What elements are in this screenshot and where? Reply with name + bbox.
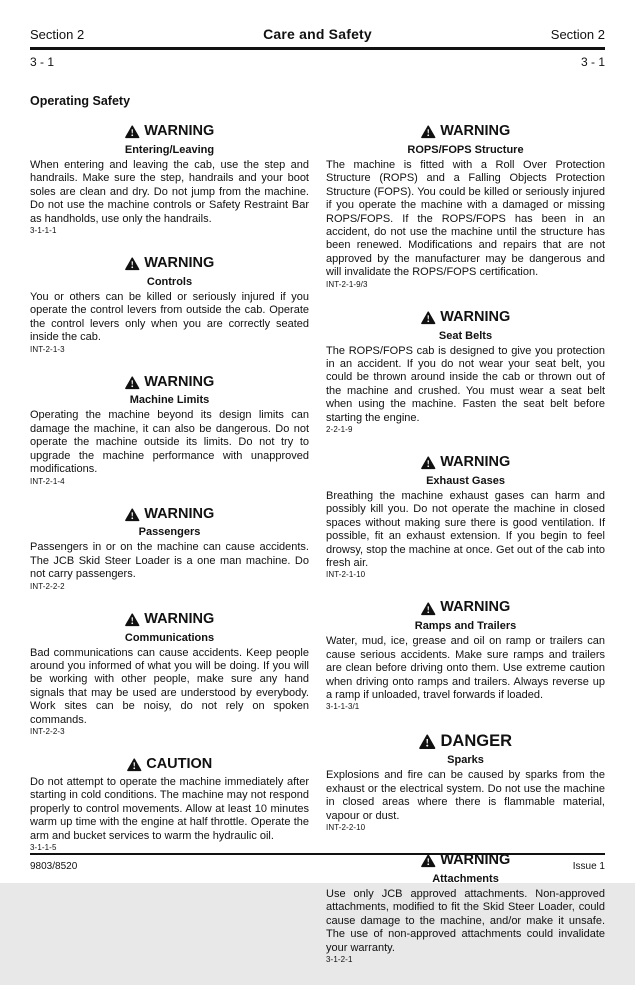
safety-notice [326,310,605,434]
notice-level-label: WARNING [144,505,215,522]
notice-heading [30,507,309,523]
footer-issue-label: Issue 1 [572,861,605,872]
warning-triangle-icon [125,508,140,521]
notice-level-label: WARNING [144,254,215,271]
notice-subtitle: Exhaust Gases [426,474,505,487]
notice-heading [326,124,605,140]
header-section-right: Section 2 [550,27,605,42]
notice-reference-code: 3-1-2-1 [326,955,353,965]
notice-heading [30,612,309,628]
page-number-left: 3 - 1 [30,55,55,69]
notice-reference-code: INT-2-1-3 [30,344,65,354]
notice-reference-code: 3-1-1-5 [30,843,57,852]
notice-level-label: WARNING [440,123,511,139]
notice-subtitle: Ramps and Trailers [414,620,517,633]
warning-triangle-icon [125,376,140,389]
safety-notice [30,507,309,591]
safety-notice [30,375,309,486]
notice-heading [30,256,309,272]
notice-body-text: Water, mud, ice, grease and oil on ramp or trailers can cause serious accidents. Make sure ramps and trailers are clean before driving onto them. Use extreme caution when driving onto ramps and trailers. Always reverse up a ramp if unloaded, travel forwards if loaded. [326,635,605,701]
notice-level-label: WARNING [440,852,511,869]
notice-subtitle: Seat Belts [438,329,493,342]
notice-level-label: CAUTION [146,756,213,773]
safety-notice [326,600,605,711]
notice-subtitle: Attachments [432,873,499,886]
safety-notice [30,612,309,736]
notice-level-label: WARNING [440,599,511,616]
notice-level-label: WARNING [440,308,511,325]
notice-body-text: Do not attempt to operate the machine immediately after starting in cold conditions. The machine may not respond properly to control movements. Allow at least 10 minutes warm up time with the engine at half throttle. Operate the arm and bucket services to warm the hydraulic oil. [30,775,309,842]
notice-subtitle: ROPS/FOPS Structure [407,143,524,156]
page-title: Operating Safety [30,94,131,108]
notice-heading [326,732,605,750]
notice-reference-code: INT-2-1-4 [30,476,65,486]
warning-triangle-icon [127,758,142,771]
notice-heading [30,757,309,773]
notice-level-label: WARNING [144,373,215,390]
warning-triangle-icon [421,311,436,324]
notice-subtitle: Controls [146,275,193,288]
notice-reference-code: 3-1-1-1 [30,225,57,235]
safety-notice [326,732,605,832]
safety-notice [326,455,605,579]
notice-heading [30,375,309,391]
footer-publication-number: 9803/8520 [30,861,78,872]
notice-reference-code: 2-2-1-9 [326,424,353,434]
safety-notice [30,124,309,235]
warning-triangle-icon [125,257,140,270]
page-number-right: 3 - 1 [580,55,605,69]
notice-body-text: You or others can be killed or seriously injured if you operate the control levers from outside the cab. Operate the control levers only when you are correctly seated inside the cab. [30,290,309,344]
notice-reference-code: INT-2-2-3 [30,727,65,737]
notice-subtitle: Passengers [138,526,201,539]
notice-heading [326,455,605,471]
notice-body-text: Breathing the machine exhaust gases can harm and possibly kill you. Do not operate the machine in closed spaces without making sure there is good ventilation. If possible, fit an exhaust extension. If you begin to feel drowsy, stop the machine at once. Get out of the cab into fresh air. [326,489,605,569]
notice-heading [326,310,605,326]
page-number-row [30,55,605,69]
notice-body-text: The machine is fitted with a Roll Over Protection Structure (ROPS) and a Falling Objects Protection Structure (FOPS). You could be killed or seriously injured if you operate the machine with a damaged or missing ROPS/FOPS. If the ROPS/FOPS has been in an accident, do not use the machine until the structure has been renewed. Modifications and repairs that are not approved by the manufacturer may be dangerous and will invalidate the ROPS/FOPS certification. [326,158,605,279]
notice-subtitle: Communications [124,631,215,644]
warning-triangle-icon [419,734,436,749]
notice-reference-code: 3-1-1-3/1 [326,702,360,712]
notice-reference-code: INT-2-1-10 [326,570,366,580]
page-footer [30,853,605,872]
warning-triangle-icon [421,125,436,138]
notice-subtitle: Sparks [447,754,484,767]
notice-level-label: WARNING [144,123,215,139]
header-section-left: Section 2 [30,27,85,42]
notice-reference-code: INT-2-2-10 [326,823,366,833]
notice-heading [326,600,605,616]
safety-notice [30,256,309,354]
notice-body-text: Operating the machine beyond its design limits can damage the machine, it can also be dangerous. Do not operate the machine outside its limits. Do not try to upgrade the machine performance with unapproved modifications. [30,409,309,476]
notice-body-text: When entering and leaving the cab, use the step and handrails. Make sure the step, handrails and your boot soles are clean and dry. Do not jump from the machine. Do not use the machine controls or Safety Restraint Bar as handholds, use only the handrails. [30,158,309,225]
warning-triangle-icon [421,456,436,469]
page-header [30,26,605,50]
safety-notice [30,757,309,852]
warning-triangle-icon [125,613,140,626]
safety-notice [326,124,605,289]
notice-body-text: Passengers in or on the machine can cause accidents. The JCB Skid Steer Loader is a one man machine. Do not carry passengers. [30,541,309,581]
notice-heading [30,124,309,140]
notice-reference-code: INT-2-2-2 [30,581,65,591]
notice-reference-code: INT-2-1-9/3 [326,279,368,289]
notice-subtitle: Machine Limits [129,394,210,407]
notice-body-text: Explosions and fire can be caused by sparks from the exhaust or the electrical system. Do not use the machine in closed areas where there is flammable material, vapour or dust. [326,769,605,822]
notice-level-label: WARNING [440,453,511,470]
warning-triangle-icon [125,125,140,138]
notice-level-label: DANGER [440,732,512,751]
notice-subtitle: Entering/Leaving [124,143,215,156]
notice-body-text: Use only JCB approved attachments. Non-approved attachments, modified to fit the Skid Steer Loader, could cause damage to the machine, and/or make it unsafe. The use of non-approved attachments could invalidate your warranty. [326,888,605,954]
warning-triangle-icon [421,602,436,615]
header-chapter-title: Care and Safety [263,26,372,42]
notice-body-text: Bad communications can cause accidents. Keep people around you informed of what you will be doing. If you will be working with other people, make sure any hand signals that may be used are understood by everybody. Work sites can be noisy, do not rely on spoken commands. [30,646,309,726]
notice-level-label: WARNING [144,610,215,627]
notice-body-text: The ROPS/FOPS cab is designed to give you protection in an accident. If you do not wear your seat belt, you could be thrown around inside the cab or thrown out of the machine and crushed. You must wear a seat belt when using the machine. Fasten the seat belt before starting the engine. [326,344,605,424]
